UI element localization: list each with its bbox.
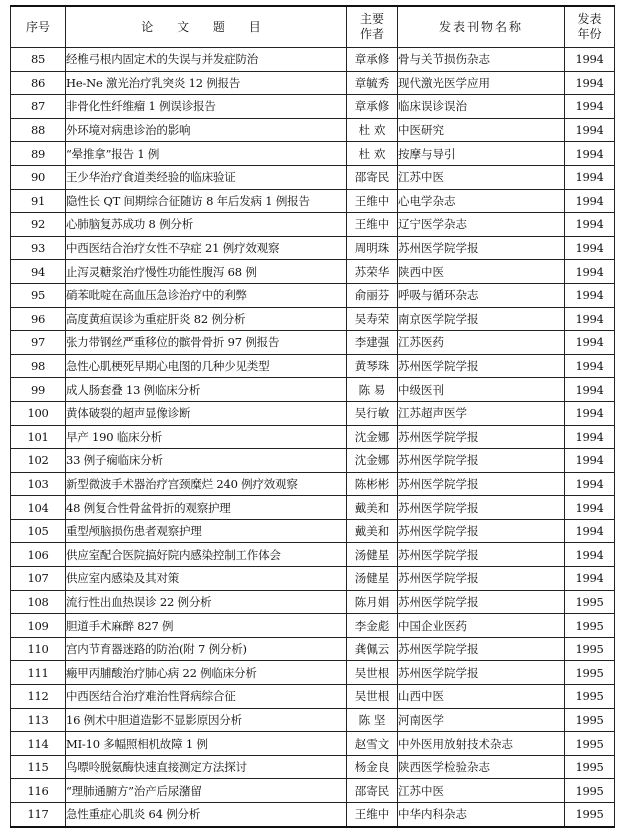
publication-year: 1994	[565, 95, 615, 119]
row-number: 113	[11, 708, 66, 732]
table-row	[11, 708, 615, 732]
table-row	[11, 637, 615, 661]
main-author: 周明珠	[347, 236, 398, 260]
journal-name: 辽宁医学杂志	[398, 213, 565, 237]
publication-year: 1994	[565, 449, 615, 473]
publication-year: 1994	[565, 307, 615, 331]
main-author: 戴美和	[347, 519, 398, 543]
main-author: 龚佩云	[347, 637, 398, 661]
row-number: 92	[11, 213, 66, 237]
table-row	[11, 732, 615, 756]
paper-title: 黄体破裂的超声显像诊断	[66, 401, 347, 425]
row-number: 87	[11, 95, 66, 119]
journal-name: 中医研究	[398, 118, 565, 142]
journal-name: 苏州医学院学报	[398, 543, 565, 567]
main-author: 邵寄民	[347, 779, 398, 803]
journal-name: 中外医用放射技术杂志	[398, 732, 565, 756]
paper-title: 心肺脑复苏成功 8 例分析	[66, 213, 347, 237]
table-row	[11, 213, 615, 237]
table-row	[11, 307, 615, 331]
journal-name: 按摩与导引	[398, 142, 565, 166]
main-author: 陈月娟	[347, 590, 398, 614]
journal-name: 南京医学院学报	[398, 307, 565, 331]
paper-title: 经椎弓根内固定术的失误与并发症防治	[66, 48, 347, 72]
table-row	[11, 449, 615, 473]
main-author: 李金彪	[347, 614, 398, 638]
paper-title: 胆道手术麻醉 827 例	[66, 614, 347, 638]
main-author: 沈金娜	[347, 425, 398, 449]
paper-title: 王少华治疗食道类经验的临床验证	[66, 165, 347, 189]
main-author: 章承修	[347, 48, 398, 72]
row-number: 104	[11, 496, 66, 520]
journal-name: 心电学杂志	[398, 189, 565, 213]
publication-year: 1994	[565, 401, 615, 425]
main-author: 邵寄民	[347, 165, 398, 189]
paper-title: 供应室内感染及其对策	[66, 567, 347, 591]
main-author: 杜 欢	[347, 118, 398, 142]
journal-name: 苏州医学院学报	[398, 590, 565, 614]
journal-name: 陕西中医	[398, 260, 565, 284]
journal-name: 苏州医学院学报	[398, 496, 565, 520]
publication-year: 1995	[565, 637, 615, 661]
paper-title: 张力带钢丝严重移位的髌骨骨折 97 例报告	[66, 331, 347, 355]
table-row	[11, 189, 615, 213]
table-row	[11, 378, 615, 402]
main-author: 杨金良	[347, 755, 398, 779]
journal-name: 临床误诊误治	[398, 95, 565, 119]
row-number: 94	[11, 260, 66, 284]
paper-title: “理肺通腑方”治产后尿潴留	[66, 779, 347, 803]
table-row	[11, 614, 615, 638]
table-row	[11, 803, 615, 827]
table-row	[11, 71, 615, 95]
main-author: 李建强	[347, 331, 398, 355]
publication-year: 1994	[565, 472, 615, 496]
journal-name: 江苏中医	[398, 165, 565, 189]
journal-name: 江苏超声医学	[398, 401, 565, 425]
row-number: 108	[11, 590, 66, 614]
table-row	[11, 425, 615, 449]
publication-year: 1995	[565, 779, 615, 803]
journal-name: 江苏中医	[398, 779, 565, 803]
row-number: 112	[11, 685, 66, 709]
table-row	[11, 779, 615, 803]
table-row	[11, 567, 615, 591]
header-journal: 发表刊物名称	[398, 6, 565, 48]
paper-title: MI-10 多幅照相机故障 1 例	[66, 732, 347, 756]
publication-year: 1994	[565, 496, 615, 520]
header-year: 发表 年份	[565, 6, 615, 48]
main-author: 陈彬彬	[347, 472, 398, 496]
journal-name: 苏州医学院学报	[398, 637, 565, 661]
row-number: 111	[11, 661, 66, 685]
paper-title: 中西医结合治疗难治性肾病综合征	[66, 685, 347, 709]
main-author: 吴世根	[347, 685, 398, 709]
row-number: 116	[11, 779, 66, 803]
table-row	[11, 354, 615, 378]
publication-year: 1995	[565, 708, 615, 732]
paper-title: 急性心肌梗死早期心电图的几种少见类型	[66, 354, 347, 378]
row-number: 91	[11, 189, 66, 213]
journal-name: 苏州医学院学报	[398, 449, 565, 473]
publication-year: 1995	[565, 614, 615, 638]
table-row	[11, 519, 615, 543]
publication-year: 1994	[565, 236, 615, 260]
paper-title: 鸟嘌呤脱氨酶快速直接测定方法探讨	[66, 755, 347, 779]
publication-year: 1994	[565, 331, 615, 355]
publication-year: 1995	[565, 590, 615, 614]
publication-table	[10, 5, 615, 828]
row-number: 90	[11, 165, 66, 189]
table-row	[11, 260, 615, 284]
publication-year: 1994	[565, 519, 615, 543]
table-row	[11, 95, 615, 119]
journal-name: 呼吸与循环杂志	[398, 283, 565, 307]
paper-title: 宫内节育器迷路的防治(附 7 例分析)	[66, 637, 347, 661]
publication-year: 1994	[565, 142, 615, 166]
publication-year: 1994	[565, 48, 615, 72]
row-number: 100	[11, 401, 66, 425]
paper-title: 高度黄疸误诊为重症肝炎 82 例分析	[66, 307, 347, 331]
publication-year: 1994	[565, 213, 615, 237]
publication-year: 1994	[565, 189, 615, 213]
publication-year: 1994	[565, 165, 615, 189]
journal-name: 苏州医学院学报	[398, 425, 565, 449]
row-number: 98	[11, 354, 66, 378]
publication-year: 1995	[565, 732, 615, 756]
table-row	[11, 590, 615, 614]
journal-name: 中级医刊	[398, 378, 565, 402]
row-number: 117	[11, 803, 66, 827]
main-author: 陈 坚	[347, 708, 398, 732]
journal-name: 中国企业医药	[398, 614, 565, 638]
table-row	[11, 661, 615, 685]
paper-title: “晕推拿”报告 1 例	[66, 142, 347, 166]
header-no: 序号	[11, 6, 66, 48]
table-row	[11, 142, 615, 166]
publication-year: 1995	[565, 661, 615, 685]
table-row	[11, 236, 615, 260]
main-author: 王维中	[347, 189, 398, 213]
publication-year: 1995	[565, 803, 615, 827]
main-author: 俞丽芬	[347, 283, 398, 307]
main-author: 吴寿荣	[347, 307, 398, 331]
paper-title: 16 例术中胆道造影不显影原因分析	[66, 708, 347, 732]
main-author: 杜 欢	[347, 142, 398, 166]
row-number: 89	[11, 142, 66, 166]
paper-title: 流行性出血热误诊 22 例分析	[66, 590, 347, 614]
paper-title: He-Ne 激光治疗乳突炎 12 例报告	[66, 71, 347, 95]
row-number: 85	[11, 48, 66, 72]
row-number: 115	[11, 755, 66, 779]
main-author: 赵雪文	[347, 732, 398, 756]
journal-name: 苏州医学院学报	[398, 354, 565, 378]
main-author: 苏荣华	[347, 260, 398, 284]
row-number: 99	[11, 378, 66, 402]
row-number: 106	[11, 543, 66, 567]
header-author: 主要 作者	[347, 6, 398, 48]
table-row	[11, 543, 615, 567]
journal-name: 苏州医学院学报	[398, 519, 565, 543]
table-row	[11, 401, 615, 425]
publication-year: 1994	[565, 543, 615, 567]
paper-title: 中西医结合治疗女性不孕症 21 例疗效观察	[66, 236, 347, 260]
paper-title: 急性重症心肌炎 64 例分析	[66, 803, 347, 827]
journal-name: 现代激光医学应用	[398, 71, 565, 95]
paper-title: 止泻灵糖浆治疗慢性功能性腹泻 68 例	[66, 260, 347, 284]
row-number: 97	[11, 331, 66, 355]
table-header-row	[11, 6, 615, 48]
journal-name: 苏州医学院学报	[398, 472, 565, 496]
row-number: 96	[11, 307, 66, 331]
main-author: 吴行敏	[347, 401, 398, 425]
paper-title: 非骨化性纤维瘤 1 例误诊报告	[66, 95, 347, 119]
row-number: 95	[11, 283, 66, 307]
table-row	[11, 496, 615, 520]
row-number: 114	[11, 732, 66, 756]
paper-title: 重型颅脑损伤患者观察护理	[66, 519, 347, 543]
publication-year: 1994	[565, 354, 615, 378]
row-number: 93	[11, 236, 66, 260]
publication-year: 1994	[565, 425, 615, 449]
row-number: 110	[11, 637, 66, 661]
journal-name: 河南医学	[398, 708, 565, 732]
table-row	[11, 165, 615, 189]
publication-year: 1995	[565, 755, 615, 779]
table-row	[11, 331, 615, 355]
main-author: 汤健星	[347, 567, 398, 591]
main-author: 黄琴珠	[347, 354, 398, 378]
publication-year: 1994	[565, 567, 615, 591]
main-author: 汤健星	[347, 543, 398, 567]
publication-year: 1995	[565, 685, 615, 709]
journal-name: 中华内科杂志	[398, 803, 565, 827]
journal-name: 陕西医学检验杂志	[398, 755, 565, 779]
main-author: 王维中	[347, 213, 398, 237]
paper-title: 新型微波手术器治疗宫颈糜烂 240 例疗效观察	[66, 472, 347, 496]
journal-name: 江苏医药	[398, 331, 565, 355]
journal-name: 苏州医学院学报	[398, 661, 565, 685]
journal-name: 苏州医学院学报	[398, 567, 565, 591]
main-author: 王维中	[347, 803, 398, 827]
main-author: 章承修	[347, 95, 398, 119]
main-author: 章毓秀	[347, 71, 398, 95]
paper-title: 48 例复合性骨盆骨折的观察护理	[66, 496, 347, 520]
row-number: 109	[11, 614, 66, 638]
paper-title: 33 例子痫临床分析	[66, 449, 347, 473]
table-row	[11, 472, 615, 496]
header-title: 论 文 题 目	[66, 6, 347, 48]
row-number: 86	[11, 71, 66, 95]
table-row	[11, 283, 615, 307]
row-number: 101	[11, 425, 66, 449]
main-author: 沈金娜	[347, 449, 398, 473]
publication-year: 1994	[565, 378, 615, 402]
paper-title: 供应室配合医院搞好院内感染控制工作体会	[66, 543, 347, 567]
main-author: 陈 易	[347, 378, 398, 402]
publication-year: 1994	[565, 118, 615, 142]
paper-title: 隐性长 QT 间期综合征随访 8 年后发病 1 例报告	[66, 189, 347, 213]
paper-title: 硝苯吡啶在高血压急诊治疗中的利弊	[66, 283, 347, 307]
journal-name: 苏州医学院学报	[398, 236, 565, 260]
paper-title: 瘢甲丙脯酸治疗肺心病 22 例临床分析	[66, 661, 347, 685]
main-author: 戴美和	[347, 496, 398, 520]
table-row	[11, 48, 615, 72]
row-number: 88	[11, 118, 66, 142]
table-row	[11, 755, 615, 779]
publication-year: 1994	[565, 260, 615, 284]
row-number: 102	[11, 449, 66, 473]
journal-name: 山西中医	[398, 685, 565, 709]
table-row	[11, 118, 615, 142]
publication-year: 1994	[565, 283, 615, 307]
paper-title: 外环境对病患诊治的影响	[66, 118, 347, 142]
paper-title: 早产 190 临床分析	[66, 425, 347, 449]
journal-name: 骨与关节损伤杂志	[398, 48, 565, 72]
row-number: 103	[11, 472, 66, 496]
table-row	[11, 685, 615, 709]
row-number: 105	[11, 519, 66, 543]
publication-year: 1994	[565, 71, 615, 95]
table-body	[11, 48, 615, 827]
main-author: 吴世根	[347, 661, 398, 685]
row-number: 107	[11, 567, 66, 591]
paper-title: 成人肠套叠 13 例临床分析	[66, 378, 347, 402]
